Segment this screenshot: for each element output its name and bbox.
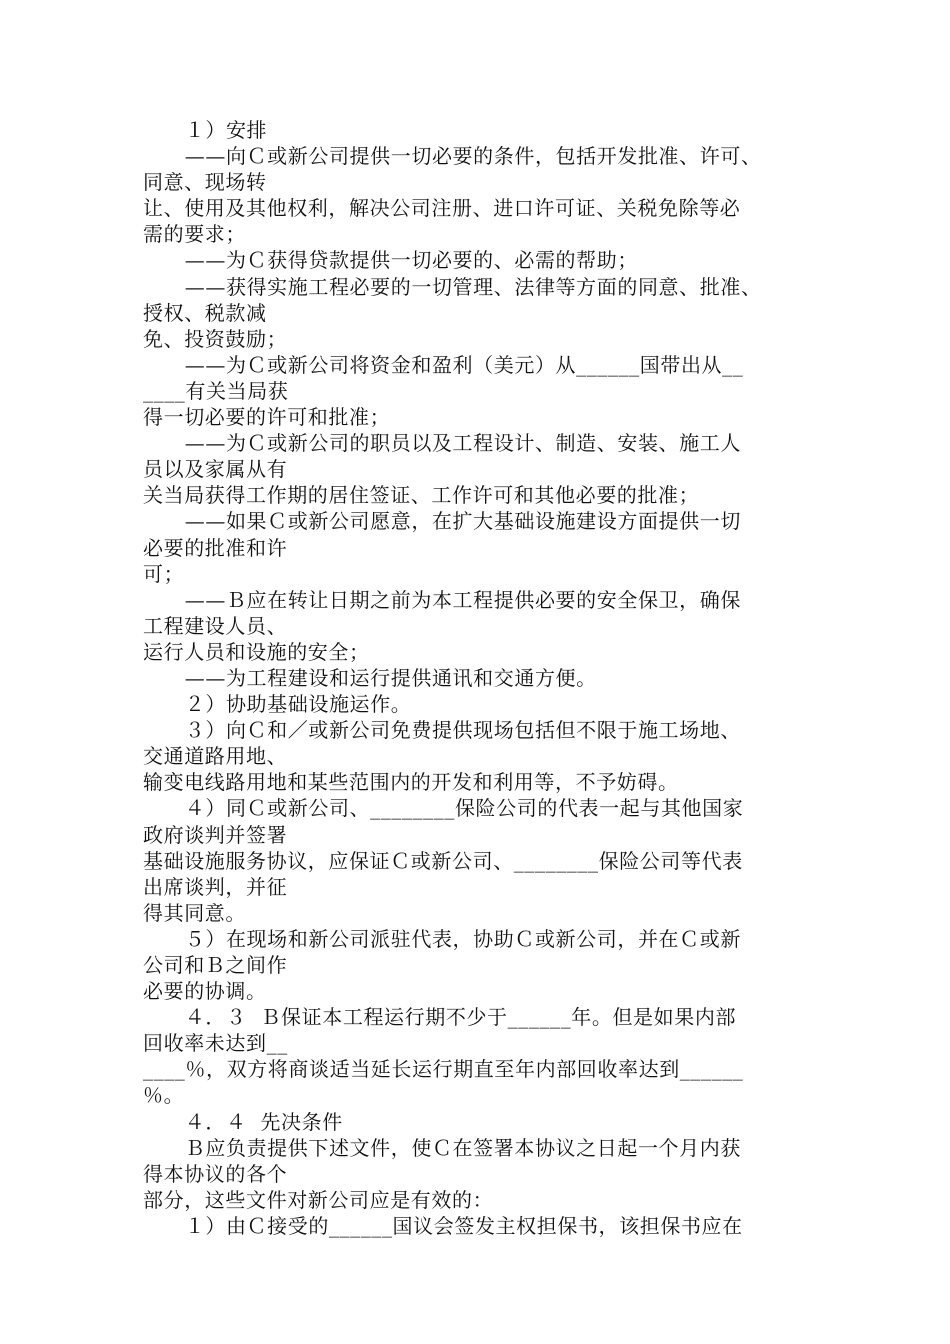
text-line: ４．４ 先决条件 bbox=[143, 1109, 343, 1134]
text-line: 免、投资鼓励； bbox=[143, 326, 288, 351]
text-line: ３）向Ｃ和／或新公司免费提供现场包括但不限于施工场地、 bbox=[143, 718, 741, 743]
text-line: 公司和Ｂ之间作 bbox=[143, 953, 288, 977]
text-line: 需的要求； bbox=[143, 222, 246, 247]
text-line: ____％，双方将商谈适当延长运行期直至年内部回收率达到______ bbox=[143, 1057, 744, 1082]
text-line: ２）协助基础设施运作。 bbox=[143, 692, 412, 717]
text-line: 员以及家属从有 bbox=[143, 457, 288, 482]
text-line: 得一切必要的许可和批准； bbox=[143, 405, 391, 430]
text-line: ——向Ｃ或新公司提供一切必要的条件，包括开发批准、许可、 bbox=[143, 144, 762, 169]
text-line: 运行人员和设施的安全； bbox=[143, 639, 370, 664]
text-line: Ｂ应负责提供下述文件，使Ｃ在签署本协议之日起一个月内获 bbox=[143, 1135, 741, 1160]
text-line: 出席谈判，并征 bbox=[143, 874, 288, 899]
text-line: ____有关当局获 bbox=[143, 378, 289, 403]
text-line: ——如果Ｃ或新公司愿意，在扩大基础设施建设方面提供一切 bbox=[143, 509, 741, 534]
text-line: 政府谈判并签署 bbox=[143, 822, 288, 847]
text-line: ％。 bbox=[143, 1083, 185, 1108]
text-line: ——为Ｃ获得贷款提供一切必要的、必需的帮助； bbox=[143, 248, 638, 273]
text-line: １）安排 bbox=[143, 118, 268, 142]
text-line: 工程建设人员、 bbox=[143, 613, 288, 638]
text-line: 可； bbox=[143, 561, 185, 586]
text-line: 同意、现场转 bbox=[143, 170, 267, 195]
text-line: ——为Ｃ或新公司的职员以及工程设计、制造、安装、施工人 bbox=[143, 431, 741, 456]
text-line: 授权、税款减 bbox=[143, 300, 267, 325]
text-line: 回收率未达到__ bbox=[143, 1031, 288, 1056]
text-line: 让、使用及其他权利，解决公司注册、进口许可证、关税免除等必 bbox=[143, 196, 741, 221]
text-line: 基础设施服务协议，应保证Ｃ或新公司、________保险公司等代表 bbox=[143, 848, 743, 873]
text-line: 得本协议的各个 bbox=[143, 1161, 288, 1186]
text-line: ——获得实施工程必要的一切管理、法律等方面的同意、批准、 bbox=[143, 274, 762, 299]
text-line: ——Ｂ应在转让日期之前为本工程提供必要的安全保卫，确保 bbox=[143, 587, 741, 612]
text-line: ４）同Ｃ或新公司、________保险公司的代表一起与其他国家 bbox=[143, 796, 744, 821]
text-line: 关当局获得工作期的居住签证、工作许可和其他必要的批准； bbox=[143, 483, 700, 508]
text-line: １）由Ｃ接受的______国议会签发主权担保书，该担保书应在 bbox=[143, 1213, 743, 1238]
text-line: 输变电线路用地和某些范围内的开发和利用等，不予妨碍。 bbox=[143, 770, 679, 795]
text-line: 部分，这些文件对新公司应是有效的： bbox=[143, 1187, 494, 1212]
text-line: ４．３ Ｂ保证本工程运行期不少于______年。但是如果内部 bbox=[143, 1005, 737, 1030]
text-line: 必要的批准和许 bbox=[143, 535, 288, 560]
text-line: ５）在现场和新公司派驻代表，协助Ｃ或新公司，并在Ｃ或新 bbox=[143, 926, 741, 951]
text-line: ——为工程建设和运行提供通讯和交通方便。 bbox=[143, 665, 597, 690]
text-line: 得其同意。 bbox=[143, 900, 246, 925]
text-line: 必要的协调。 bbox=[143, 979, 267, 1004]
text-line: ——为Ｃ或新公司将资金和盈利（美元）从______国带出从__ bbox=[143, 352, 744, 377]
document-body bbox=[143, 117, 833, 1239]
text-line: 交通道路用地、 bbox=[143, 744, 288, 769]
